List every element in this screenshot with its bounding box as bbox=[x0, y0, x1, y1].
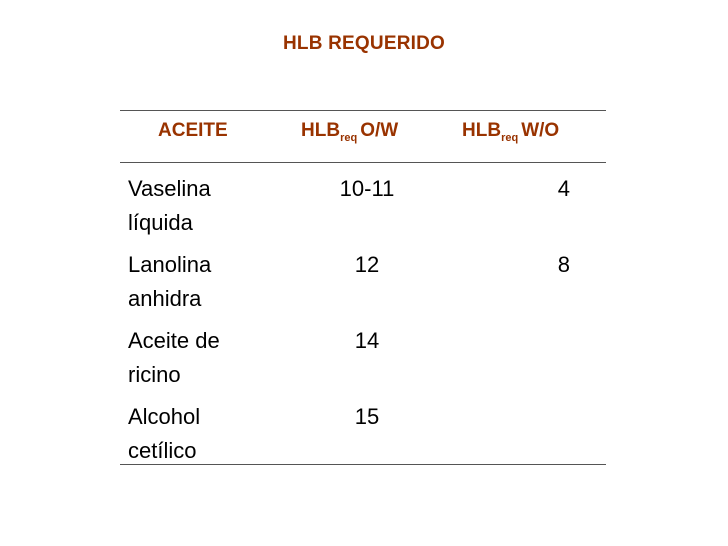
header-hlb-wo-main: HLB bbox=[462, 120, 502, 141]
row-name bbox=[128, 400, 268, 468]
row-hlb-ow: 14 bbox=[354, 328, 380, 353]
row-name bbox=[128, 324, 268, 392]
header-hlb-ow-suffix: O/W bbox=[360, 120, 399, 141]
row-hlb-wo: 8 bbox=[557, 252, 570, 277]
header-aceite: ACEITE bbox=[158, 120, 228, 141]
table-row bbox=[120, 248, 606, 324]
table-top-rule bbox=[120, 110, 606, 111]
page-title: HLB REQUERIDO bbox=[283, 33, 445, 54]
header-hlb-wo-suffix: W/O bbox=[521, 120, 560, 141]
row-name-line1: Alcohol bbox=[128, 404, 201, 429]
row-name bbox=[128, 248, 268, 316]
row-name bbox=[128, 172, 268, 240]
row-name-line1: Lanolina bbox=[128, 252, 212, 277]
header-hlb-ow bbox=[301, 120, 398, 144]
header-hlb-ow-sub: req bbox=[340, 132, 358, 144]
header-hlb-ow-main: HLB bbox=[301, 120, 341, 141]
row-hlb-wo: 4 bbox=[557, 176, 570, 201]
row-name-line2: cetílico bbox=[128, 438, 197, 463]
row-hlb-ow: 15 bbox=[354, 404, 380, 429]
row-name-line2: líquida bbox=[128, 210, 193, 235]
table-row bbox=[120, 324, 606, 400]
row-name-line2: anhidra bbox=[128, 286, 202, 311]
header-hlb-wo-sub: req bbox=[501, 132, 519, 144]
row-hlb-ow: 10-11 bbox=[339, 176, 395, 201]
table-row bbox=[120, 172, 606, 248]
row-name-line1: Aceite de bbox=[128, 328, 220, 353]
header-hlb-wo bbox=[462, 120, 559, 144]
row-name-line2: ricino bbox=[128, 362, 181, 387]
table-bottom-rule bbox=[120, 464, 606, 465]
row-hlb-ow: 12 bbox=[354, 252, 380, 277]
table-header-rule bbox=[120, 162, 606, 163]
row-name-line1: Vaselina bbox=[128, 176, 211, 201]
